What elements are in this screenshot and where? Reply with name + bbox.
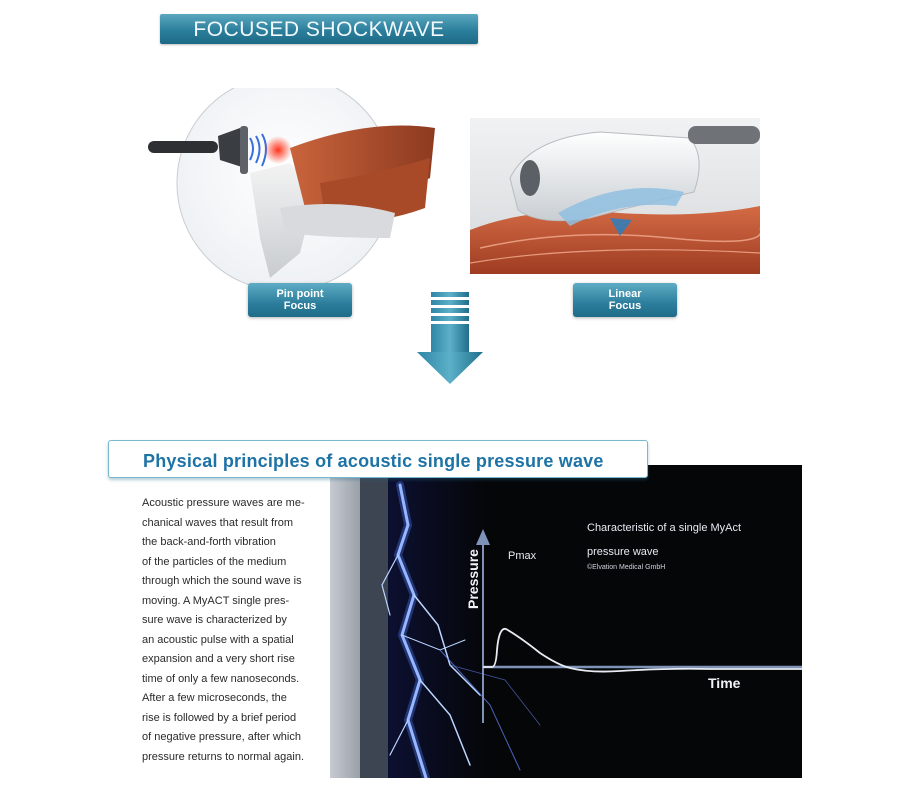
- paragraph-line: After a few microseconds, the: [142, 692, 287, 704]
- copyright-note: ©Elvation Medical GmbH: [587, 564, 666, 571]
- peak-label: Pmax: [508, 550, 537, 562]
- paragraph-line: an acoustic pulse with a spatial: [142, 633, 294, 646]
- badge-line2: Focus: [283, 300, 317, 312]
- paragraph-line: pressure returns to normal again.: [142, 750, 305, 763]
- badge-line1: Pin point: [276, 288, 324, 300]
- focus-point: [264, 136, 292, 164]
- paragraph-line: chanical waves that result from: [142, 516, 294, 529]
- paragraph-line: the back-and-forth vibration: [142, 536, 276, 548]
- caption-line1: Characteristic of a single MyAct: [587, 522, 742, 534]
- linear-probe-cable: [688, 126, 760, 144]
- down-arrow-icon: [417, 292, 483, 384]
- paragraph-line: rise is followed by a brief period: [142, 711, 297, 724]
- paragraph-line: time of only a few nanoseconds.: [142, 672, 300, 685]
- pressure-wave-figure: [330, 465, 802, 778]
- section-heading: Physical principles of acoustic single pressure wave: [108, 440, 648, 478]
- linear-focus-illustration: [470, 118, 760, 274]
- caption-line2: pressure wave: [587, 546, 659, 558]
- y-axis-label: Pressure: [465, 549, 481, 609]
- pin-point-focus-badge: [248, 283, 352, 317]
- description-paragraph: [142, 494, 332, 767]
- paragraph-line: Acoustic pressure waves are me-: [142, 497, 305, 509]
- badge-line2: Focus: [608, 300, 642, 312]
- page-title: FOCUSED SHOCKWAVE: [160, 14, 478, 44]
- paragraph-line: expansion and a very short rise: [142, 653, 295, 665]
- probe-handle: [148, 141, 218, 153]
- grey-strip: [330, 465, 360, 778]
- linear-focus-badge: [573, 283, 677, 317]
- paragraph-line: of the particles of the medium: [142, 555, 287, 568]
- x-axis-label: Time: [708, 675, 741, 691]
- paragraph-line: moving. A MyACT single pres-: [142, 594, 290, 607]
- paragraph-line: sure wave is characterized by: [142, 614, 287, 626]
- paragraph-line: of negative pressure, after which: [142, 731, 301, 743]
- badge-line1: Linear: [608, 288, 642, 300]
- paragraph-line: through which the sound wave is: [142, 575, 302, 587]
